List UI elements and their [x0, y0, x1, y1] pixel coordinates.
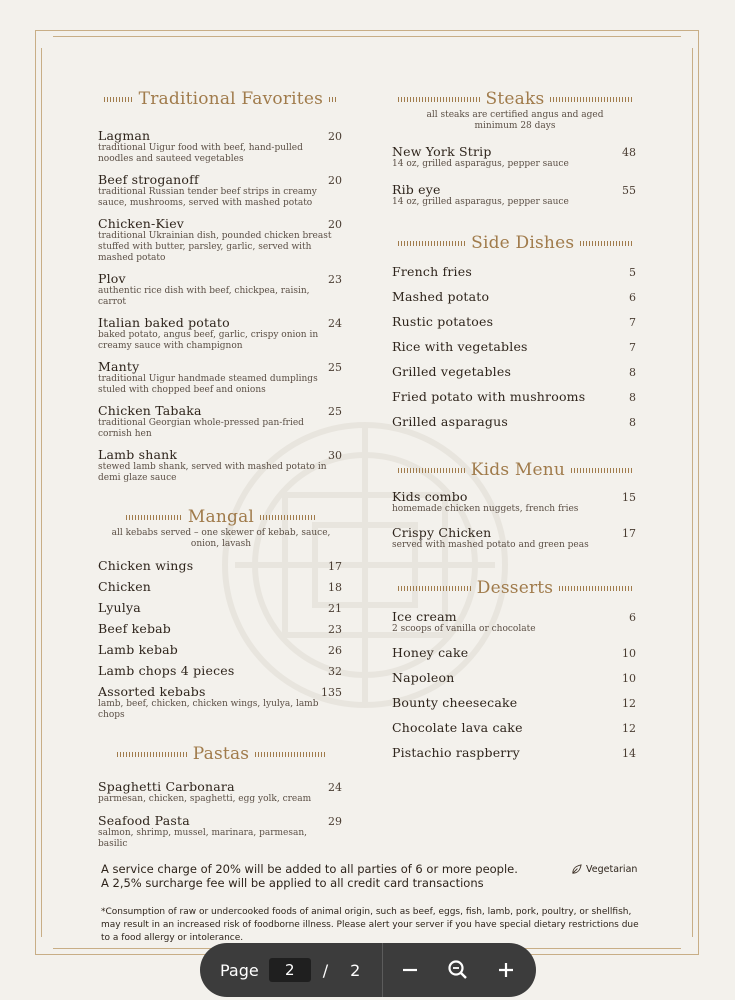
menu-item-name: Crispy Chicken — [392, 525, 492, 540]
menu-item — [98, 315, 344, 352]
section-heading-kids — [392, 459, 638, 481]
section-heading-pastas — [98, 743, 344, 765]
menu-item-row — [98, 779, 344, 794]
menu-item-row — [392, 389, 638, 404]
menu-item-price: 23 — [328, 273, 342, 286]
menu-item-price: 30 — [328, 449, 342, 462]
section-heading-mangal — [98, 506, 344, 528]
menu-item-row — [392, 525, 638, 540]
menu-item-name: Napoleon — [392, 670, 455, 685]
footer-notes — [101, 862, 541, 890]
menu-item-name: Lamb shank — [98, 447, 178, 462]
menu-item-name: Chicken-Kiev — [98, 216, 185, 231]
menu-item-description: stewed lamb shank, served with mashed potato in demi glaze sauce — [98, 462, 327, 483]
menu-item — [98, 403, 344, 440]
menu-item-row — [392, 489, 638, 504]
steaks-note: all steaks are certified angus and aged minimum 28 days — [426, 110, 604, 131]
menu-item — [98, 600, 344, 615]
menu-item-name: Rice with vegetables — [392, 339, 528, 354]
heading-rule — [398, 241, 465, 246]
menu-item-description: traditional Uigur handmade steamed dumplings stuled with chopped beef and onions — [98, 374, 318, 395]
menu-item-price: 8 — [629, 391, 636, 404]
menu-item-price: 20 — [328, 174, 342, 187]
menu-item-name: Chicken — [98, 579, 152, 594]
page-total: 2 — [350, 960, 361, 980]
pastas-list — [98, 779, 344, 850]
menu-item-price: 23 — [328, 623, 342, 636]
heading-rule — [559, 586, 632, 591]
menu-item-name: Grilled asparagus — [392, 414, 508, 429]
heading-rule — [104, 97, 133, 102]
menu-item-name: Ice cream — [392, 609, 457, 624]
menu-item-description: homemade chicken nuggets, french fries — [392, 504, 579, 514]
menu-item-price: 6 — [629, 611, 636, 624]
heading-rule — [117, 752, 187, 757]
menu-item — [392, 364, 638, 379]
corner-ornament — [35, 937, 53, 955]
zoom-fit-button[interactable] — [441, 953, 475, 987]
menu-item — [98, 447, 344, 484]
heading-rule — [329, 97, 338, 102]
kids-list — [392, 489, 638, 551]
corner-ornament — [681, 937, 699, 955]
menu-item-price: 10 — [622, 672, 636, 685]
menu-item — [98, 684, 344, 721]
menu-item-price: 6 — [629, 291, 636, 304]
menu-item-price: 7 — [629, 316, 636, 329]
menu-item-name: Beef kebab — [98, 621, 172, 636]
menu-item-price: 12 — [622, 697, 636, 710]
desserts-list — [392, 609, 638, 760]
section-heading-traditional — [98, 88, 344, 110]
menu-item-name: Chicken wings — [98, 558, 194, 573]
menu-item-row — [392, 264, 638, 279]
menu-item-name: Manty — [98, 359, 140, 374]
menu-item — [392, 645, 638, 660]
menu-item — [392, 489, 638, 515]
menu-item-row — [98, 447, 344, 462]
menu-item-name: Assorted kebabs — [98, 684, 206, 699]
menu-item-row — [392, 182, 638, 197]
menu-item — [98, 642, 344, 657]
menu-item-description: 14 oz, grilled asparagus, pepper sauce — [392, 159, 569, 169]
menu-item-row — [98, 684, 344, 699]
menu-item-price: 18 — [328, 581, 342, 594]
magnifier-icon — [447, 959, 469, 981]
menu-item-row — [98, 216, 344, 231]
menu-item — [98, 779, 344, 805]
menu-item-row — [98, 558, 344, 573]
sides-list — [392, 264, 638, 429]
section-title: Desserts — [476, 578, 554, 598]
heading-rule — [571, 468, 632, 473]
heading-rule — [398, 586, 471, 591]
menu-item-description: 14 oz, grilled asparagus, pepper sauce — [392, 197, 569, 207]
menu-item-row — [98, 579, 344, 594]
heading-rule — [398, 97, 480, 102]
menu-item-price: 25 — [328, 361, 342, 374]
menu-item-price: 10 — [622, 647, 636, 660]
menu-item — [98, 579, 344, 594]
heading-rule — [550, 97, 632, 102]
menu-item-row — [392, 720, 638, 735]
menu-item-row — [98, 359, 344, 374]
menu-item — [98, 813, 344, 850]
menu-item — [98, 128, 344, 165]
section-title: Mangal — [187, 507, 255, 527]
corner-ornament — [35, 30, 53, 48]
menu-item-name: New York Strip — [392, 144, 492, 159]
menu-item-description: parmesan, chicken, spaghetti, egg yolk, cream — [98, 794, 312, 804]
zoom-out-button[interactable] — [393, 953, 427, 987]
menu-item — [392, 144, 638, 170]
menu-item-row — [392, 414, 638, 429]
menu-item-price: 24 — [328, 781, 342, 794]
menu-item — [392, 339, 638, 354]
menu-item-price: 29 — [328, 815, 342, 828]
menu-item-name: Spaghetti Carbonara — [98, 779, 235, 794]
menu-item-price: 14 — [622, 747, 636, 760]
toolbar-divider — [382, 943, 383, 997]
heading-rule — [126, 515, 182, 520]
menu-item-name: Lyulya — [98, 600, 141, 615]
menu-item-description: 2 scoops of vanilla or chocolate — [392, 624, 536, 634]
menu-item-price: 8 — [629, 366, 636, 379]
menu-item — [392, 314, 638, 329]
menu-item-row — [392, 745, 638, 760]
menu-item-price: 25 — [328, 405, 342, 418]
menu-item — [392, 609, 638, 635]
menu-item-price: 24 — [328, 317, 342, 330]
left-column — [98, 88, 344, 858]
section-title: Steaks — [485, 89, 545, 109]
menu-item-description: authentic rice dish with beef, chickpea, raisin, carrot — [98, 286, 310, 307]
menu-item-name: Beef stroganoff — [98, 172, 199, 187]
menu-item-name: Seafood Pasta — [98, 813, 190, 828]
menu-item-name: Chocolate lava cake — [392, 720, 523, 735]
pdf-page-toolbar — [200, 943, 536, 997]
menu-item-name: Plov — [98, 271, 126, 286]
menu-item-row — [392, 339, 638, 354]
menu-item-price: 7 — [629, 341, 636, 354]
menu-item-price: 32 — [328, 665, 342, 678]
menu-item-row — [392, 670, 638, 685]
steaks-list — [392, 144, 638, 208]
heading-rule — [580, 241, 632, 246]
menu-item-description: served with mashed potato and green peas — [392, 540, 589, 550]
menu-item-name: Lagman — [98, 128, 151, 143]
menu-item-price: 12 — [622, 722, 636, 735]
menu-item-description: traditional Uigur food with beef, hand-pulled noodles and sauteed vegetables — [98, 143, 303, 164]
menu-item-row — [98, 813, 344, 828]
menu-item-description: lamb, beef, chicken, chicken wings, lyulya, lamb chops — [98, 699, 319, 720]
menu-item — [98, 216, 344, 264]
menu-item-row — [392, 289, 638, 304]
traditional-list — [98, 128, 344, 484]
menu-item — [392, 525, 638, 551]
menu-item-price: 20 — [328, 218, 342, 231]
vegetarian-legend — [571, 864, 637, 875]
menu-item — [98, 172, 344, 209]
menu-item-row — [98, 663, 344, 678]
menu-item-name: French fries — [392, 264, 472, 279]
section-heading-desserts — [392, 577, 638, 599]
heading-rule — [255, 752, 325, 757]
menu-item-price: 55 — [622, 184, 636, 197]
menu-item — [98, 621, 344, 636]
menu-item — [392, 389, 638, 404]
menu-item — [392, 720, 638, 735]
page-separator: / — [322, 960, 329, 980]
menu-item — [98, 663, 344, 678]
menu-item-price: 8 — [629, 416, 636, 429]
menu-item-description: traditional Georgian whole-pressed pan-fried cornish hen — [98, 418, 304, 439]
menu-item-name: Lamb chops 4 pieces — [98, 663, 235, 678]
food-safety-disclaimer: *Consumption of raw or undercooked foods of animal origin, such as beef, eggs, fish, lamb, pork, poultry, or shellfish, may result in an increased risk of foodborne illness. Please alert your server if you have special dietary restrictions due to a food allergy or intolerance. — [101, 907, 639, 943]
menu-item — [392, 182, 638, 208]
mangal-list — [98, 558, 344, 721]
heading-rule — [260, 515, 316, 520]
menu-item-name: Honey cake — [392, 645, 469, 660]
menu-item-row — [98, 621, 344, 636]
menu-item-row — [98, 642, 344, 657]
menu-item-name: Rustic potatoes — [392, 314, 494, 329]
menu-item — [98, 271, 344, 308]
minus-icon — [400, 960, 420, 980]
section-heading-steaks — [392, 88, 638, 110]
menu-item — [392, 670, 638, 685]
leaf-icon — [571, 864, 582, 875]
right-column — [392, 88, 638, 770]
menu-item-row — [392, 609, 638, 624]
menu-item — [392, 414, 638, 429]
menu-item-description: traditional Ukrainian dish, pounded chicken breast stuffed with butter, parsley, garlic, served with mashed potato — [98, 231, 332, 263]
section-heading-sides — [392, 232, 638, 254]
corner-ornament — [681, 30, 699, 48]
menu-item-price: 135 — [321, 686, 342, 699]
section-title: Kids Menu — [470, 460, 566, 480]
menu-item-row — [98, 271, 344, 286]
menu-item-price: 15 — [622, 491, 636, 504]
heading-rule — [398, 468, 465, 473]
menu-item — [392, 745, 638, 760]
menu-item — [392, 264, 638, 279]
menu-item-price: 17 — [622, 527, 636, 540]
vegetarian-label: Vegetarian — [586, 864, 638, 875]
menu-item-description: baked potato, angus beef, garlic, crispy onion in creamy sauce with champignon — [98, 330, 319, 351]
menu-item-name: Italian baked potato — [98, 315, 230, 330]
menu-item — [392, 695, 638, 710]
menu-item-row — [98, 600, 344, 615]
menu-item-name: Pistachio raspberry — [392, 745, 520, 760]
menu-item-name: Lamb kebab — [98, 642, 179, 657]
menu-item-name: Mashed potato — [392, 289, 490, 304]
menu-item-row — [98, 128, 344, 143]
menu-item-name: Rib eye — [392, 182, 441, 197]
menu-item-name: Kids combo — [392, 489, 468, 504]
section-title: Traditional Favorites — [138, 89, 323, 109]
menu-item-price: 5 — [629, 266, 636, 279]
page-label: Page — [220, 960, 259, 980]
menu-item-name: Bounty cheesecake — [392, 695, 518, 710]
menu-item-row — [392, 645, 638, 660]
menu-item-row — [392, 364, 638, 379]
menu-item-row — [98, 403, 344, 418]
menu-item-name: Chicken Tabaka — [98, 403, 202, 418]
menu-item-price: 48 — [622, 146, 636, 159]
menu-item-row — [392, 314, 638, 329]
menu-item — [98, 558, 344, 573]
menu-item — [98, 359, 344, 396]
menu-item-row — [392, 144, 638, 159]
menu-item-row — [392, 695, 638, 710]
menu-item-description: salmon, shrimp, mussel, marinara, parmesan, basilic — [98, 828, 308, 849]
menu-item-description: traditional Russian tender beef strips in creamy sauce, mushrooms, served with mashed potato — [98, 187, 317, 208]
menu-item-price: 21 — [328, 602, 342, 615]
menu-item-row — [98, 315, 344, 330]
menu-item-price: 26 — [328, 644, 342, 657]
menu-item — [392, 289, 638, 304]
menu-item-name: Fried potato with mushrooms — [392, 389, 586, 404]
page-number-input[interactable]: 2 — [269, 958, 311, 982]
zoom-in-button[interactable] — [489, 953, 523, 987]
plus-icon — [496, 960, 516, 980]
mangal-note: all kebabs served – one skewer of kebab, sauce, onion, lavash — [111, 528, 331, 549]
service-charge-note: A service charge of 20% will be added to all parties of 6 or more people. — [101, 862, 518, 876]
menu-item-row — [98, 172, 344, 187]
menu-item-name: Grilled vegetables — [392, 364, 512, 379]
section-title: Side Dishes — [471, 233, 575, 253]
menu-item-price: 17 — [328, 560, 342, 573]
menu-item-price: 20 — [328, 130, 342, 143]
section-title: Pastas — [192, 744, 250, 764]
surcharge-note: A 2,5% surcharge fee will be applied to all credit card transactions — [101, 876, 484, 890]
